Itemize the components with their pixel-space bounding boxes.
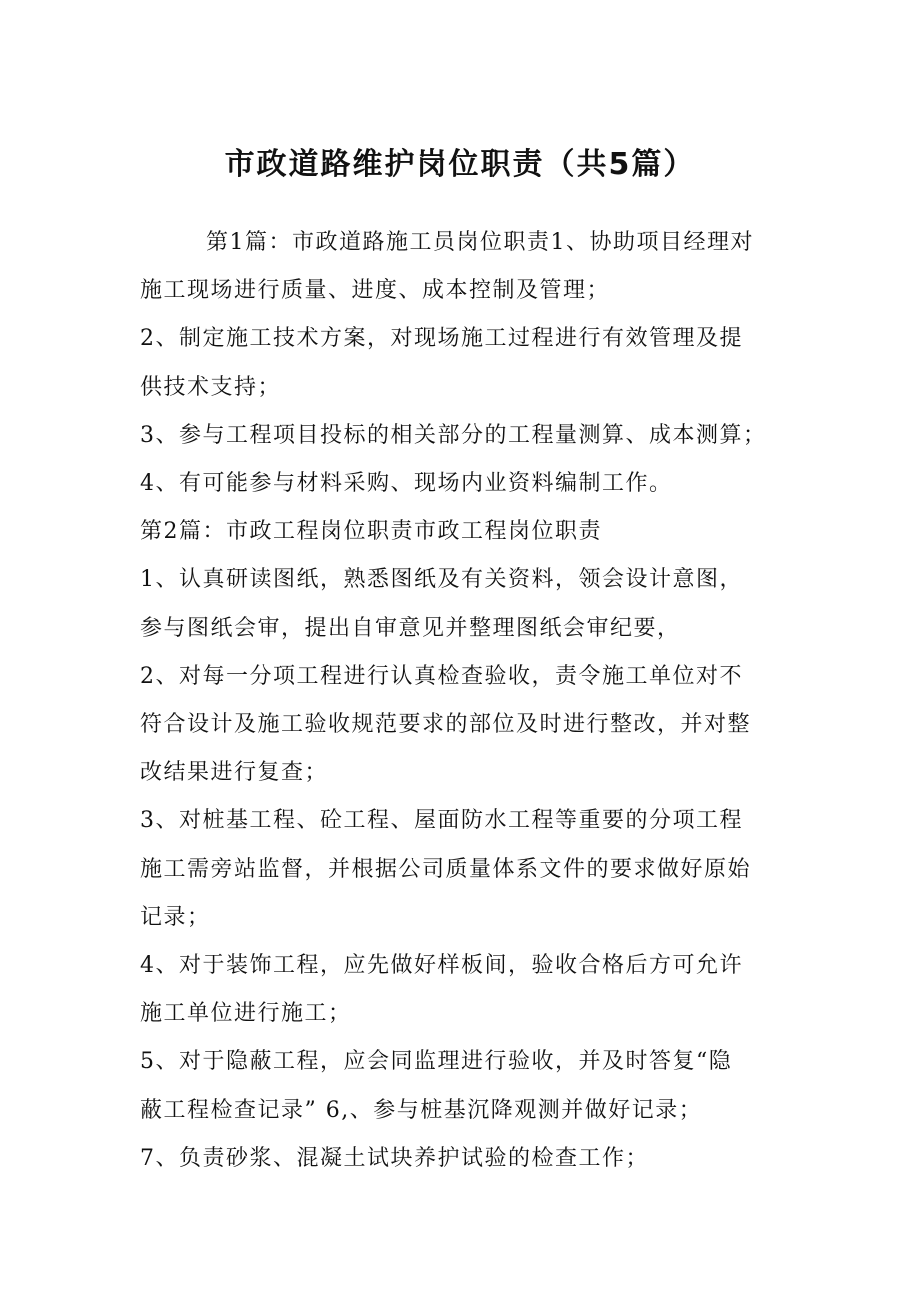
- text-line: 7、负责砂浆、混凝土试块养护试验的检查工作；: [140, 1145, 649, 1171]
- text-line: 第1篇：市政道路施工员岗位职责1、协助项目经理对: [206, 230, 754, 255]
- text-line: 蔽工程检查记录” 6,、参与桩基沉降观测并做好记录；: [140, 1097, 703, 1123]
- text-line: 施工需旁站监督，并根据公司质量体系文件的要求做好原始: [140, 856, 752, 882]
- text-line: 1、认真研读图纸，熟悉图纸及有关资料，领会设计意图，: [140, 567, 743, 593]
- text-line: 施工现场进行质量、进度、成本控制及管理；: [140, 278, 611, 304]
- document-title: 市政道路维护岗位职责（共5篇）: [224, 147, 696, 182]
- text-line: 第2篇：市政工程岗位职责市政工程岗位职责: [140, 519, 602, 545]
- text-line: 4、对于装饰工程，应先做好样板间，验收合格后方可允许: [140, 953, 743, 979]
- text-line: 改结果进行复查；: [140, 760, 329, 786]
- text-line: 参与图纸会审，提出自审意见并整理图纸会审纪要，: [140, 615, 681, 641]
- text-line: 2、制定施工技术方案，对现场施工过程进行有效管理及提: [140, 326, 743, 352]
- text-line: 5、对于隐蔽工程，应会同监理进行验收，并及时答复“隐: [140, 1049, 733, 1075]
- text-line: 2、对每一分项工程进行认真检查验收，责令施工单位对不: [140, 663, 743, 689]
- text-line: 3、对桩基工程、砼工程、屋面防水工程等重要的分项工程: [140, 808, 743, 834]
- document-body: [140, 219, 795, 1183]
- text-line: 符合设计及施工验收规范要求的部位及时进行整改，并对整: [140, 712, 752, 738]
- text-line: 供技术支持；: [140, 374, 282, 400]
- text-line: 4、有可能参与材料采购、现场内业资料编制工作。: [140, 471, 673, 497]
- text-line: 3、参与工程项目投标的相关部分的工程量测算、成本测算；: [140, 422, 767, 448]
- text-line: 施工单位进行施工；: [140, 1001, 352, 1027]
- text-line: 记录；: [140, 904, 211, 930]
